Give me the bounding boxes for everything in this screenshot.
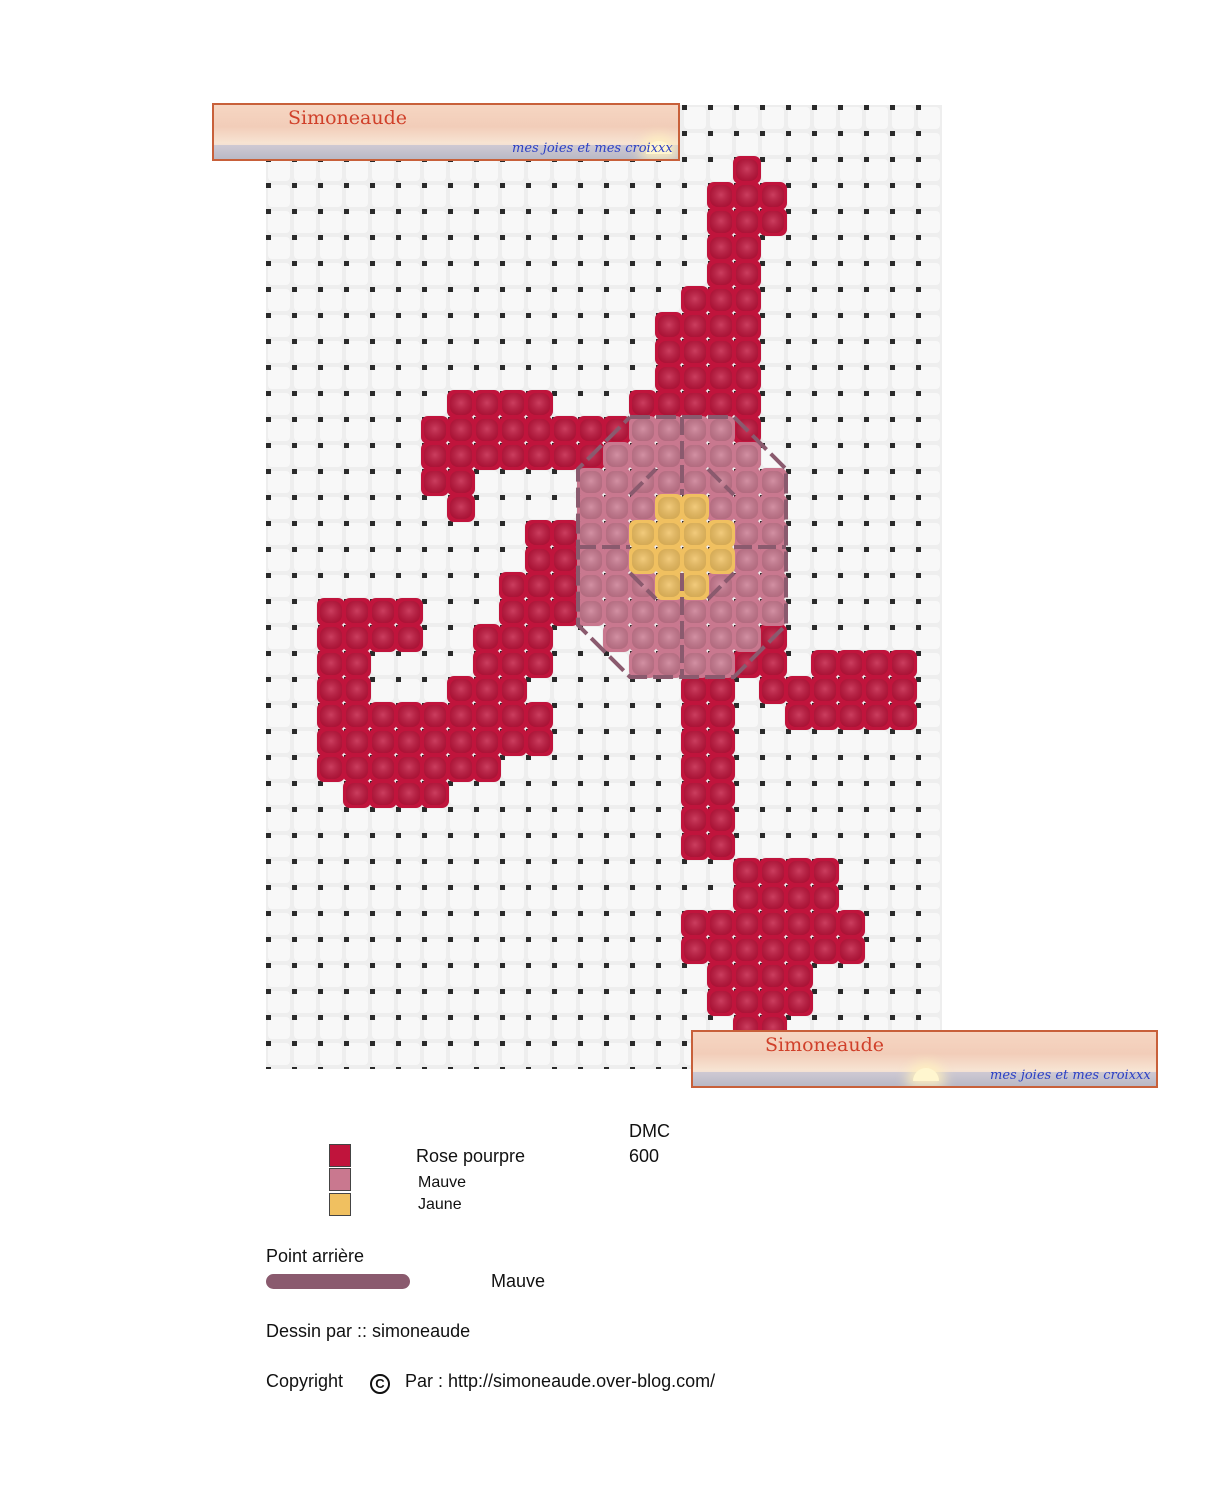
stitch-cell bbox=[837, 702, 865, 730]
stitch-cell bbox=[525, 416, 553, 444]
copyright-icon: C bbox=[370, 1374, 390, 1394]
stitch-cell bbox=[811, 676, 839, 704]
stitch-cell bbox=[837, 650, 865, 678]
stitch-cell bbox=[811, 858, 839, 886]
stitch-cell bbox=[343, 780, 371, 808]
banner-top bbox=[212, 103, 680, 161]
stitch-cell bbox=[603, 520, 631, 548]
stitch-cell bbox=[629, 494, 657, 522]
banner-tagline: mes joies et mes croixxx bbox=[990, 1068, 1151, 1083]
stitch-cell bbox=[811, 650, 839, 678]
stitch-cell bbox=[525, 572, 553, 600]
stitch-cell bbox=[707, 780, 735, 808]
stitch-cell bbox=[655, 338, 683, 366]
stitch-cell bbox=[707, 286, 735, 314]
stitch-cell bbox=[785, 910, 813, 938]
stitch-cell bbox=[733, 494, 761, 522]
swatch-jaune bbox=[329, 1193, 351, 1216]
stitch-cell bbox=[707, 546, 735, 574]
stitch-cell bbox=[759, 208, 787, 236]
stitch-cell bbox=[681, 494, 709, 522]
stitch-cell bbox=[395, 728, 423, 756]
banner-title: Simoneaude bbox=[765, 1034, 885, 1056]
stitch-cell bbox=[707, 416, 735, 444]
stitch-cell bbox=[317, 754, 345, 782]
stitch-cell bbox=[707, 962, 735, 990]
stitch-cell bbox=[629, 598, 657, 626]
stitch-cell bbox=[577, 416, 605, 444]
stitch-cell bbox=[863, 650, 891, 678]
stitch-cell bbox=[863, 676, 891, 704]
stitch-cell bbox=[577, 468, 605, 496]
stitch-cell bbox=[655, 390, 683, 418]
stitch-cell bbox=[733, 390, 761, 418]
stitch-cell bbox=[707, 598, 735, 626]
stitch-cell bbox=[655, 442, 683, 470]
legend-label-mauve: Mauve bbox=[418, 1174, 467, 1191]
stitch-cell bbox=[759, 572, 787, 600]
stitch-cell bbox=[681, 468, 709, 496]
stitch-cell bbox=[733, 520, 761, 548]
stitch-cell bbox=[629, 546, 657, 574]
stitch-cell bbox=[785, 936, 813, 964]
stitch-cell bbox=[707, 910, 735, 938]
stitch-cell bbox=[421, 728, 449, 756]
stitch-cell bbox=[733, 182, 761, 210]
stitch-cell bbox=[707, 390, 735, 418]
stitch-cell bbox=[733, 156, 761, 184]
stitch-cell bbox=[343, 702, 371, 730]
stitch-cell bbox=[733, 312, 761, 340]
stitch-cell bbox=[681, 806, 709, 834]
stitch-cell bbox=[317, 702, 345, 730]
stitch-cell bbox=[681, 754, 709, 782]
designer-credit: Dessin par :: simoneaude bbox=[266, 1321, 471, 1341]
stitch-cell bbox=[525, 546, 553, 574]
stitch-cell bbox=[447, 468, 475, 496]
stitch-cell bbox=[525, 728, 553, 756]
stitch-cell bbox=[707, 624, 735, 652]
stitch-cell bbox=[681, 624, 709, 652]
banner-title: Simoneaude bbox=[288, 107, 408, 129]
stitch-cell bbox=[655, 312, 683, 340]
stitch-cell bbox=[577, 494, 605, 522]
swatch-rose-pourpre bbox=[329, 1144, 351, 1167]
stitch-cell bbox=[759, 546, 787, 574]
stitch-cell bbox=[421, 442, 449, 470]
stitch-cell bbox=[473, 624, 501, 652]
stitch-cell bbox=[811, 884, 839, 912]
stitch-cell bbox=[655, 572, 683, 600]
cross-stitch-pattern bbox=[266, 105, 942, 1069]
stitch-cell bbox=[707, 312, 735, 340]
stitch-cell bbox=[577, 598, 605, 626]
stitch-cell bbox=[499, 416, 527, 444]
stitch-cell bbox=[343, 624, 371, 652]
stitch-cell bbox=[837, 910, 865, 938]
stitch-cell bbox=[707, 520, 735, 548]
stitch-cell bbox=[707, 936, 735, 964]
backstitch-heading: Point arrière bbox=[266, 1246, 365, 1266]
stitch-cell bbox=[759, 858, 787, 886]
stitch-cell bbox=[759, 884, 787, 912]
stitch-cell bbox=[837, 936, 865, 964]
stitch-cell bbox=[629, 624, 657, 652]
stitch-cell bbox=[785, 988, 813, 1016]
stitch-cell bbox=[733, 208, 761, 236]
sunset-icon bbox=[913, 1068, 939, 1081]
stitch-cell bbox=[395, 702, 423, 730]
stitch-cell bbox=[499, 390, 527, 418]
source-link[interactable]: Par : http://simoneaude.over-blog.com/ bbox=[405, 1371, 716, 1391]
stitch-cell bbox=[681, 286, 709, 314]
stitch-cell bbox=[655, 624, 683, 652]
stitch-cell bbox=[655, 468, 683, 496]
stitch-cell bbox=[421, 416, 449, 444]
stitch-cell bbox=[499, 572, 527, 600]
stitch-cell bbox=[681, 338, 709, 366]
stitch-cell bbox=[681, 650, 709, 678]
stitch-cell bbox=[733, 988, 761, 1016]
stitch-cell bbox=[369, 624, 397, 652]
stitch-cell bbox=[733, 910, 761, 938]
stitch-cell bbox=[421, 754, 449, 782]
stitch-cell bbox=[655, 416, 683, 444]
stitch-cell bbox=[473, 442, 501, 470]
banner-tagline: mes joies et mes croixxx bbox=[512, 141, 673, 156]
stitch-cell bbox=[681, 520, 709, 548]
legend-label-jaune: Jaune bbox=[418, 1196, 462, 1213]
stitch-cell bbox=[343, 650, 371, 678]
stitch-cell bbox=[733, 624, 761, 652]
stitch-cell bbox=[733, 442, 761, 470]
stitch-cell bbox=[369, 754, 397, 782]
stitch-cell bbox=[707, 988, 735, 1016]
stitch-cell bbox=[447, 728, 475, 756]
stitch-cell bbox=[369, 728, 397, 756]
stitch-cell bbox=[759, 468, 787, 496]
stitch-cell bbox=[759, 182, 787, 210]
stitch-cell bbox=[733, 598, 761, 626]
stitch-cell bbox=[395, 754, 423, 782]
stitch-cell bbox=[551, 598, 579, 626]
stitch-cell bbox=[499, 702, 527, 730]
stitch-cell bbox=[707, 650, 735, 678]
stitch-cell bbox=[421, 780, 449, 808]
stitch-cell bbox=[655, 598, 683, 626]
stitch-cell bbox=[369, 598, 397, 626]
stitch-cell bbox=[629, 442, 657, 470]
stitch-cell bbox=[395, 598, 423, 626]
stitch-cell bbox=[733, 884, 761, 912]
stitch-cell bbox=[551, 546, 579, 574]
stitch-cell bbox=[473, 416, 501, 444]
stitch-cell bbox=[681, 546, 709, 574]
stitch-cell bbox=[577, 572, 605, 600]
stitch-cell bbox=[681, 390, 709, 418]
stitch-cell bbox=[681, 416, 709, 444]
stitch-cell bbox=[733, 260, 761, 288]
stitch-cell bbox=[681, 910, 709, 938]
stitch-cell bbox=[629, 520, 657, 548]
stitch-cell bbox=[733, 572, 761, 600]
stitch-cell bbox=[733, 286, 761, 314]
stitch-cell bbox=[499, 442, 527, 470]
stitch-cell bbox=[733, 936, 761, 964]
stitch-cell bbox=[681, 936, 709, 964]
stitch-cell bbox=[759, 520, 787, 548]
stitch-cell bbox=[707, 832, 735, 860]
stitch-cell bbox=[759, 598, 787, 626]
stitch-cell bbox=[551, 572, 579, 600]
stitch-cell bbox=[707, 338, 735, 366]
stitch-cell bbox=[707, 208, 735, 236]
stitch-cell bbox=[603, 442, 631, 470]
stitch-cell bbox=[603, 468, 631, 496]
stitch-cell bbox=[863, 702, 891, 730]
copyright-label: Copyright bbox=[266, 1371, 344, 1391]
stitch-cell bbox=[525, 598, 553, 626]
stitch-cell bbox=[551, 520, 579, 548]
stitch-cell bbox=[785, 858, 813, 886]
stitch-cell bbox=[733, 364, 761, 392]
stitch-cell bbox=[681, 832, 709, 860]
stitch-cell bbox=[369, 702, 397, 730]
stitch-cell bbox=[707, 494, 735, 522]
stitch-cell bbox=[707, 364, 735, 392]
stitch-cell bbox=[681, 598, 709, 626]
stitch-cell bbox=[499, 728, 527, 756]
stitch-cell bbox=[707, 442, 735, 470]
stitch-cell bbox=[629, 416, 657, 444]
stitch-cell bbox=[499, 624, 527, 652]
stitch-cell bbox=[681, 364, 709, 392]
stitch-cell bbox=[603, 572, 631, 600]
stitch-cell bbox=[525, 520, 553, 548]
banner-bottom bbox=[691, 1030, 1158, 1088]
stitch-cell bbox=[473, 650, 501, 678]
stitch-cell bbox=[473, 676, 501, 704]
stitch-cell bbox=[655, 546, 683, 574]
stitch-cell bbox=[707, 728, 735, 756]
stitch-cell bbox=[525, 390, 553, 418]
stitch-cell bbox=[447, 494, 475, 522]
stitch-cell bbox=[733, 546, 761, 574]
stitch-cell bbox=[317, 676, 345, 704]
stitch-cell bbox=[733, 962, 761, 990]
stitch-cell bbox=[707, 182, 735, 210]
stitch-cell bbox=[499, 598, 527, 626]
stitch-cell bbox=[525, 702, 553, 730]
legend-dmc-rose-pourpre: 600 bbox=[629, 1146, 660, 1166]
stitch-cell bbox=[681, 676, 709, 704]
stitch-cell bbox=[369, 780, 397, 808]
stitch-cell bbox=[395, 624, 423, 652]
stitch-cell bbox=[447, 676, 475, 704]
backstitch-color-name: Mauve bbox=[491, 1271, 546, 1291]
stitch-cell bbox=[473, 390, 501, 418]
stitch-cell bbox=[447, 390, 475, 418]
stitch-cell bbox=[629, 390, 657, 418]
stitch-cell bbox=[785, 884, 813, 912]
stitch-cell bbox=[343, 598, 371, 626]
dmc-header: DMC bbox=[629, 1121, 670, 1141]
stitch-cell bbox=[707, 754, 735, 782]
stitch-cell bbox=[655, 364, 683, 392]
stitch-cell bbox=[525, 442, 553, 470]
stitch-cell bbox=[759, 494, 787, 522]
stitch-cell bbox=[473, 728, 501, 756]
stitch-cell bbox=[759, 910, 787, 938]
legend-label-rose-pourpre: Rose pourpre bbox=[416, 1146, 526, 1166]
stitch-cell bbox=[889, 676, 917, 704]
stitch-cell bbox=[707, 260, 735, 288]
stitch-cell bbox=[733, 338, 761, 366]
stitch-cell bbox=[317, 624, 345, 652]
stitch-cell bbox=[447, 416, 475, 444]
stitch-cell bbox=[655, 650, 683, 678]
stitch-cell bbox=[525, 650, 553, 678]
stitch-cell bbox=[681, 728, 709, 756]
stitch-cell bbox=[551, 416, 579, 444]
stitch-cell bbox=[343, 754, 371, 782]
stitch-cell bbox=[447, 442, 475, 470]
stitch-cell bbox=[733, 468, 761, 496]
stitch-cell bbox=[317, 598, 345, 626]
stitch-cell bbox=[343, 728, 371, 756]
stitch-cell bbox=[681, 312, 709, 340]
stitch-cell bbox=[603, 546, 631, 574]
stitch-cell bbox=[499, 676, 527, 704]
stitch-cell bbox=[421, 468, 449, 496]
stitch-cell bbox=[525, 624, 553, 652]
stitch-cell bbox=[473, 754, 501, 782]
stitch-cell bbox=[603, 494, 631, 522]
stitch-cell bbox=[577, 520, 605, 548]
stitch-cell bbox=[759, 650, 787, 678]
stitch-cell bbox=[447, 702, 475, 730]
stitch-cell bbox=[655, 520, 683, 548]
stitch-cell bbox=[421, 702, 449, 730]
stitch-cell bbox=[317, 650, 345, 678]
stitch-cell bbox=[811, 936, 839, 964]
stitch-cell bbox=[681, 702, 709, 730]
stitch-cell bbox=[603, 624, 631, 652]
swatch-mauve bbox=[329, 1168, 351, 1191]
stitch-cell bbox=[629, 650, 657, 678]
stitch-cell bbox=[837, 676, 865, 704]
stitch-cell bbox=[473, 702, 501, 730]
stitch-cell bbox=[759, 988, 787, 1016]
stitch-cell bbox=[551, 442, 579, 470]
stitch-cell bbox=[733, 858, 761, 886]
stitch-cell bbox=[785, 676, 813, 704]
backstitch-sample bbox=[266, 1274, 410, 1289]
stitch-cell bbox=[681, 442, 709, 470]
stitch-cell bbox=[681, 780, 709, 808]
stitch-cell bbox=[889, 650, 917, 678]
stitch-cell bbox=[343, 676, 371, 704]
stitch-cell bbox=[603, 598, 631, 626]
stitch-cell bbox=[811, 910, 839, 938]
stitch-cell bbox=[785, 962, 813, 990]
stitch-cell bbox=[759, 676, 787, 704]
stitch-cell bbox=[655, 494, 683, 522]
stitch-cell bbox=[681, 572, 709, 600]
stitch-cell bbox=[447, 754, 475, 782]
stitch-cell bbox=[811, 702, 839, 730]
stitch-cell bbox=[707, 676, 735, 704]
stitch-cell bbox=[889, 702, 917, 730]
stitch-cell bbox=[707, 806, 735, 834]
stitch-cell bbox=[577, 546, 605, 574]
stitch-cell bbox=[759, 936, 787, 964]
stitch-cell bbox=[395, 780, 423, 808]
stitch-cell bbox=[759, 962, 787, 990]
stitch-cell bbox=[733, 234, 761, 262]
stitch-cell bbox=[785, 702, 813, 730]
stitch-cell bbox=[707, 702, 735, 730]
stitch-cell bbox=[499, 650, 527, 678]
stitch-cell bbox=[317, 728, 345, 756]
stitch-cell bbox=[707, 234, 735, 262]
